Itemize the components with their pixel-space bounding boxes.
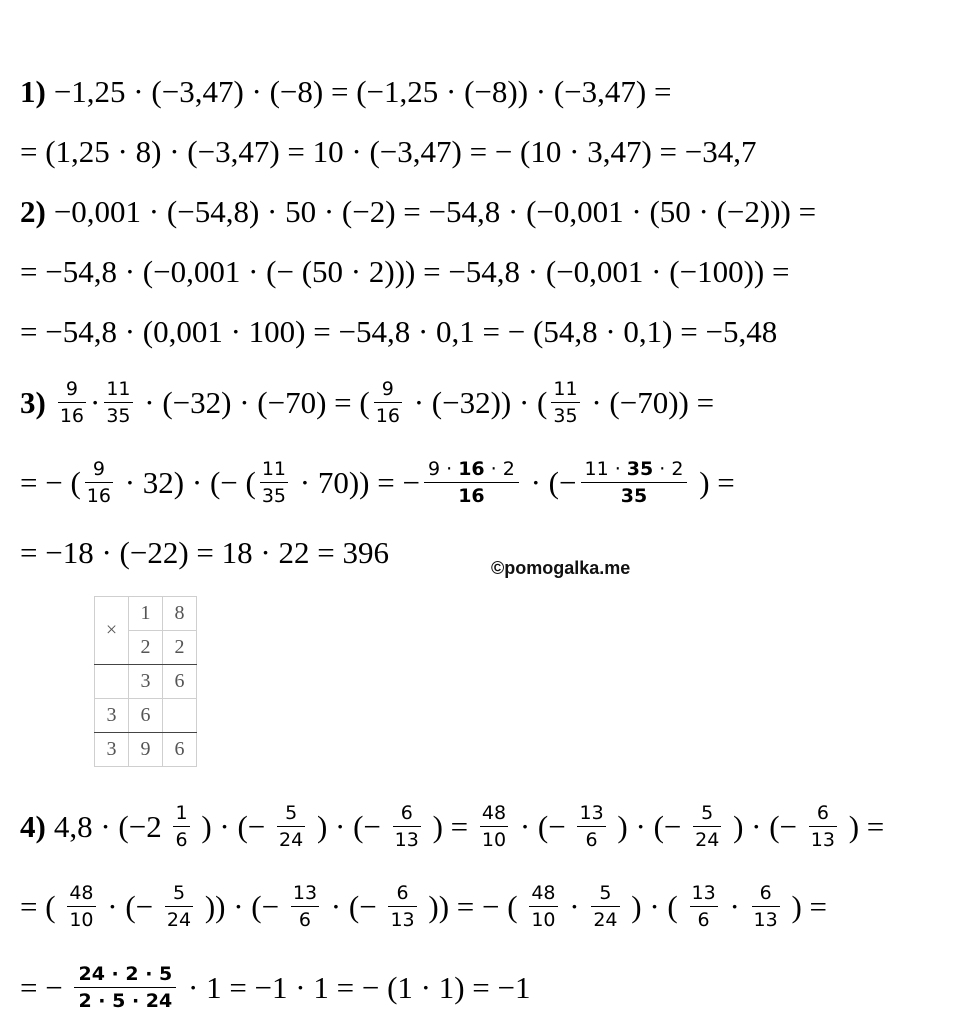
digit: 1 — [129, 597, 163, 631]
multiplication-row — [95, 665, 197, 699]
expression: ) = — [424, 809, 476, 844]
expression: −0,001 · (−54,8) · 50 · (−2) = −54,8 · (−0,001 · (50 · (−2))) = — [53, 194, 817, 229]
expression: = −54,8 · (−0,001 · (− (50 · 2))) = −54,8 · (−0,001 · (−100)) = — [20, 254, 790, 289]
dot-operator: · — [90, 385, 101, 420]
fraction: $\frac{5}{24}$ — [593, 882, 618, 931]
solution-2-line-1 — [20, 182, 816, 242]
expression: ) · (− — [609, 809, 690, 844]
digit: 6 — [129, 699, 163, 733]
expression: · 70)) = − — [292, 465, 420, 500]
solution-4-line-3 — [20, 958, 531, 1018]
cancel-fraction: $\frac{9 \cdot 16 \cdot 2}{16}$ — [424, 460, 519, 506]
expression: −1,25 · (−3,47) · (−8) = (−1,25 · (−8)) · (−3,47) = — [53, 74, 672, 109]
fraction: $\frac{48}{10}$ — [69, 882, 94, 931]
expression: 4,8 · (−2 — [53, 809, 170, 844]
expression: · (− — [512, 809, 574, 844]
expression: ) = — [840, 809, 885, 844]
digit: 3 — [95, 699, 129, 733]
expression: · (− — [323, 889, 385, 924]
fraction: $\frac{6}{13}$ — [753, 882, 778, 931]
solution-3-line-1 — [20, 373, 714, 433]
expression: · 1 = −1 · 1 = − (1 · 1) = −1 — [180, 970, 531, 1005]
solution-4-line-2 — [20, 877, 827, 937]
expression: ) · ( — [623, 889, 686, 924]
expression: · — [561, 889, 588, 924]
digit: 3 — [95, 733, 129, 767]
expression: · (− — [522, 465, 577, 500]
cancelled-factor: 16 — [458, 458, 485, 480]
fraction: $\frac{5}{24}$ — [695, 802, 720, 851]
problem-number: 4) — [20, 809, 46, 844]
fraction: $\frac{11}{35}$ — [261, 458, 287, 507]
expression: · (−32)) · ( — [405, 385, 548, 420]
expression: · 32) · (− ( — [116, 465, 256, 500]
expression: )) · (− — [197, 889, 287, 924]
problem-number: 1) — [20, 74, 46, 109]
fraction: $\frac{13}{6}$ — [691, 882, 716, 931]
expression: = − — [20, 970, 71, 1005]
expression: = (1,25 · 8) · (−3,47) = 10 · (−3,47) = − (10 · 3,47) = −34,7 — [20, 134, 757, 169]
expression: · (−32) · (−70) = ( — [136, 385, 370, 420]
solution-2-line-2 — [20, 242, 789, 302]
multiplication-row — [95, 699, 197, 733]
fraction: $\frac{6}{13}$ — [394, 802, 419, 851]
digit — [95, 665, 129, 699]
expression: ) · (− — [725, 809, 805, 844]
expression: = ( — [20, 889, 64, 924]
solution-1-line-2 — [20, 122, 757, 182]
fraction: $\frac{9}{16}$ — [59, 378, 85, 427]
expression: · — [721, 889, 748, 924]
digit: 6 — [163, 665, 197, 699]
fraction: $\frac{6}{13}$ — [390, 882, 415, 931]
cancel-fraction: $\frac{11 \cdot 35 \cdot 2}{35}$ — [581, 460, 688, 506]
expression: = −18 · (−22) = 18 · 22 = 396 — [20, 535, 389, 570]
fraction: $\frac{13}{6}$ — [579, 802, 604, 851]
solution-3-line-3 — [20, 523, 389, 583]
multiply-sign: × — [95, 597, 129, 665]
digit: 8 — [163, 597, 197, 631]
solution-4-line-1 — [20, 797, 884, 857]
expression: = −54,8 · (0,001 · 100) = −54,8 · 0,1 = − (54,8 · 0,1) = −5,48 — [20, 314, 778, 349]
fraction: $\frac{9}{16}$ — [86, 458, 111, 507]
digit: 2 — [129, 631, 163, 665]
expression: ) = — [691, 465, 735, 500]
column-multiplication — [94, 596, 197, 767]
digit: 3 — [129, 665, 163, 699]
expression: · (−70)) = — [583, 385, 715, 420]
expression: = − ( — [20, 465, 81, 500]
fraction: $\frac{48}{10}$ — [531, 882, 556, 931]
problem-number: 3) — [20, 385, 46, 420]
fraction: $\frac{48}{10}$ — [481, 802, 507, 851]
cancelled-factor: 35 — [626, 458, 654, 480]
multiplication-row — [95, 733, 197, 767]
digit: 2 — [163, 631, 197, 665]
solution-1-line-1 — [20, 62, 671, 122]
expression: )) = − ( — [420, 889, 526, 924]
expression: ) = — [783, 889, 828, 924]
fraction: $\frac{5}{24}$ — [166, 882, 192, 931]
expression: · (− — [99, 889, 161, 924]
fraction: $\frac{5}{24}$ — [279, 802, 304, 851]
cancel-fraction: $\frac{24 \cdot 2 \cdot 5}{2 \cdot 5 \cdot 24}$ — [74, 965, 176, 1011]
multiplication-row — [95, 597, 197, 631]
fraction: $\frac{13}{6}$ — [292, 882, 318, 931]
fraction: $\frac{6}{13}$ — [810, 802, 835, 851]
fraction: $\frac{9}{16}$ — [375, 378, 400, 427]
problem-number: 2) — [20, 194, 46, 229]
digit: 6 — [163, 733, 197, 767]
fraction: $\frac{11}{35}$ — [106, 378, 131, 427]
digit: 9 — [129, 733, 163, 767]
expression: ) · (− — [309, 809, 389, 844]
fraction: $\frac{1}{6}$ — [175, 802, 188, 851]
expression: ) · (− — [193, 809, 274, 844]
watermark: ©pomogalka.me — [491, 558, 631, 578]
fraction: $\frac{11}{35}$ — [553, 378, 578, 427]
digit — [163, 699, 197, 733]
solution-3-line-2 — [20, 453, 735, 513]
solution-2-line-3 — [20, 302, 777, 362]
